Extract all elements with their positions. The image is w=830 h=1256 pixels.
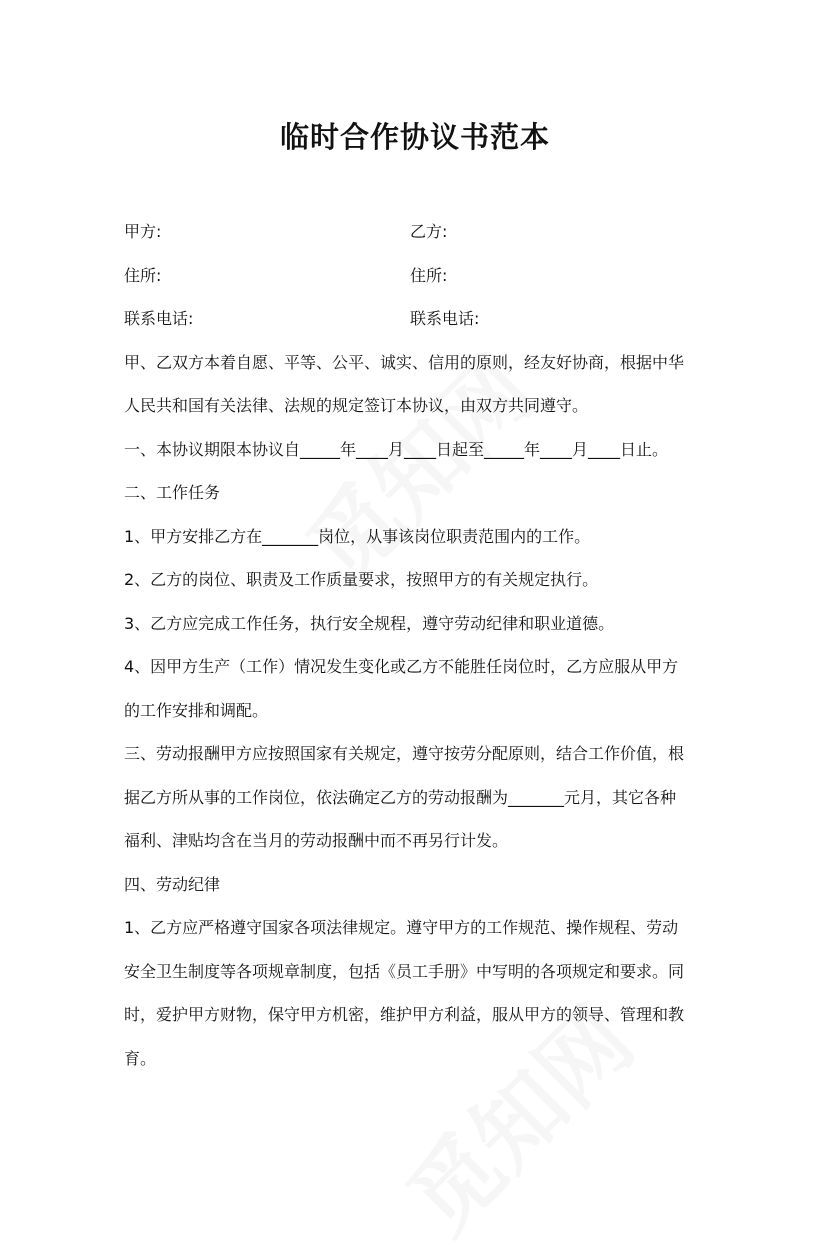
text-line: 的工作安排和调配。 (124, 700, 269, 720)
text-line: 一、本协议期限本协议自_____年____月____日起至_____年____月____日止。 (124, 439, 669, 459)
text-line: 3、乙方应完成工作任务，执行安全规程，遵守劳动纪律和职业道德。 (124, 613, 615, 633)
text-line: 育。 (124, 1048, 157, 1068)
party-row (124, 220, 714, 264)
document-title: 临时合作协议书范本 (279, 120, 550, 154)
text-line: 安全卫生制度等各项规章制度，包括《员工手册》中写明的各项规定和要求。同 (124, 961, 685, 981)
text-line: 2、乙方的岗位、职责及工作质量要求，按照甲方的有关规定执行。 (124, 570, 599, 589)
text-line: 四、劳动纪律 (124, 874, 221, 894)
document-body (124, 220, 714, 1090)
address-row (124, 264, 714, 308)
text-line: 时，爱护甲方财物，保守甲方机密，维护甲方利益，服从甲方的领导、管理和教 (124, 1005, 685, 1024)
text-line: 4、因甲方生产（工作）情况发生变化或乙方不能胜任岗位时，乙方应服从甲方 (124, 657, 679, 676)
party-a-address-label: 住所: (124, 265, 162, 285)
text-line: 1、乙方应严格遵守国家各项法律规定。遵守甲方的工作规范、操作规程、劳动 (124, 918, 679, 937)
phone-row (124, 307, 714, 351)
text-line: 福利、津贴均含在当月的劳动报酬中而不再另行计发。 (124, 831, 509, 850)
party-b-address-label: 住所: (410, 265, 448, 285)
party-a-phone-label: 联系电话: (124, 309, 194, 328)
party-b-label: 乙方: (410, 222, 448, 241)
text-line: 甲、乙双方本着自愿、平等、公平、诚实、信用的原则，经友好协商，根据中华 (124, 352, 685, 372)
party-a-label: 甲方: (124, 222, 162, 241)
text-line: 据乙方所从事的工作岗位，依法确定乙方的劳动报酬为_______元月，其它各种 (124, 787, 677, 807)
text-line: 1、甲方安排乙方在_______岗位，从事该岗位职责范围内的工作。 (124, 526, 591, 546)
text-line: 人民共和国有关法律、法规的规定签订本协议，由双方共同遵守。 (124, 396, 589, 415)
text-line: 三、劳动报酬甲方应按照国家有关规定，遵守按劳分配原则，结合工作价值，根 (124, 744, 685, 763)
party-b-phone-label: 联系电话: (410, 309, 480, 328)
text-line: 二、工作任务 (124, 483, 221, 502)
